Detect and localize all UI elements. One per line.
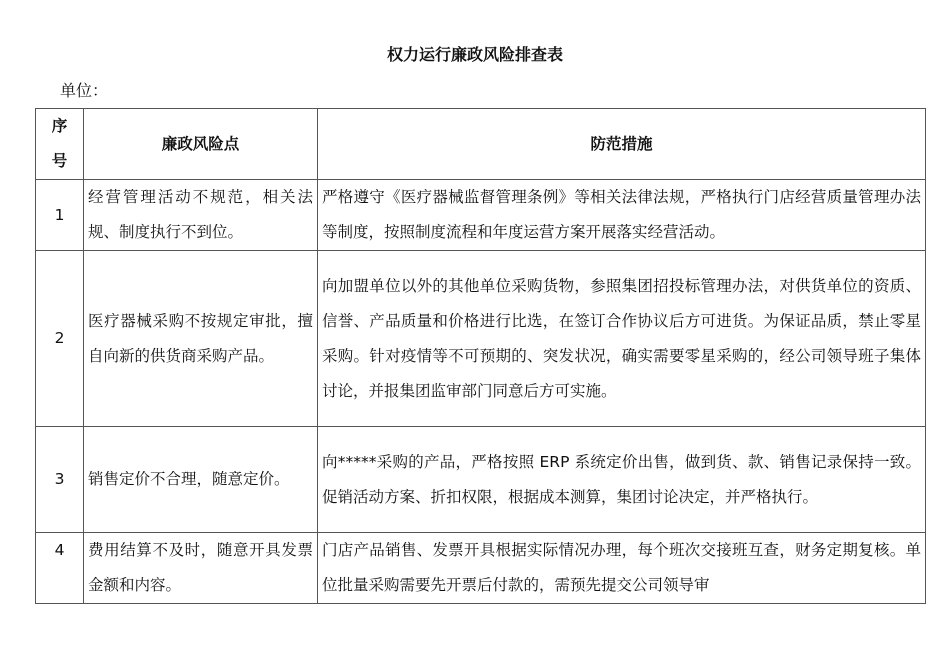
risk-point: 医疗器械采购不按规定审批，擅自向新的供货商采购产品。 xyxy=(84,251,318,427)
risk-point: 经营管理活动不规范，相关法规、制度执行不到位。 xyxy=(84,180,318,251)
header-risk: 廉政风险点 xyxy=(84,109,318,180)
document-title: 权力运行廉政风险排查表 xyxy=(386,45,563,64)
unit-label: 单位： xyxy=(60,81,109,100)
risk-point: 费用结算不及时，随意开具发票金额和内容。 xyxy=(84,533,318,604)
header-no-line1: 序 xyxy=(51,117,68,135)
header-no xyxy=(36,109,84,180)
row-number: 2 xyxy=(36,251,84,427)
row-number: 1 xyxy=(36,180,84,251)
prevention-measure: 向加盟单位以外的其他单位采购货物，参照集团招投标管理办法，对供货单位的资质、信誉、产品质量和价格进行比选，在签订合作协议后方可进货。为保证品质，禁止零星采购。针对疫情等不可预期的、突发状况，确实需要零星采购的，经公司领导班子集体讨论，并报集团监审部门同意后方可实施。 xyxy=(318,251,926,427)
header-measure: 防范措施 xyxy=(318,109,926,180)
table-row xyxy=(36,251,926,427)
table-header-row xyxy=(36,109,926,180)
table-row xyxy=(36,427,926,533)
prevention-measure: 门店产品销售、发票开具根据实际情况办理，每个班次交接班互查，财务定期复核。单位批量采购需要先开票后付款的，需预先提交公司领导审 xyxy=(318,533,926,604)
table-row xyxy=(36,180,926,251)
row-number: 4 xyxy=(36,533,84,604)
row-number: 3 xyxy=(36,427,84,533)
header-no-line2: 号 xyxy=(51,152,68,170)
risk-table xyxy=(35,108,926,604)
prevention-measure: 严格遵守《医疗器械监督管理条例》等相关法律法规，严格执行门店经营质量管理办法等制度，按照制度流程和年度运营方案开展落实经营活动。 xyxy=(318,180,926,251)
prevention-measure: 向*****采购的产品，严格按照 ERP 系统定价出售，做到货、款、销售记录保持一致。促销活动方案、折扣权限，根据成本测算，集团讨论决定，并严格执行。 xyxy=(318,427,926,533)
risk-point: 销售定价不合理，随意定价。 xyxy=(84,427,318,533)
table-row xyxy=(36,533,926,604)
